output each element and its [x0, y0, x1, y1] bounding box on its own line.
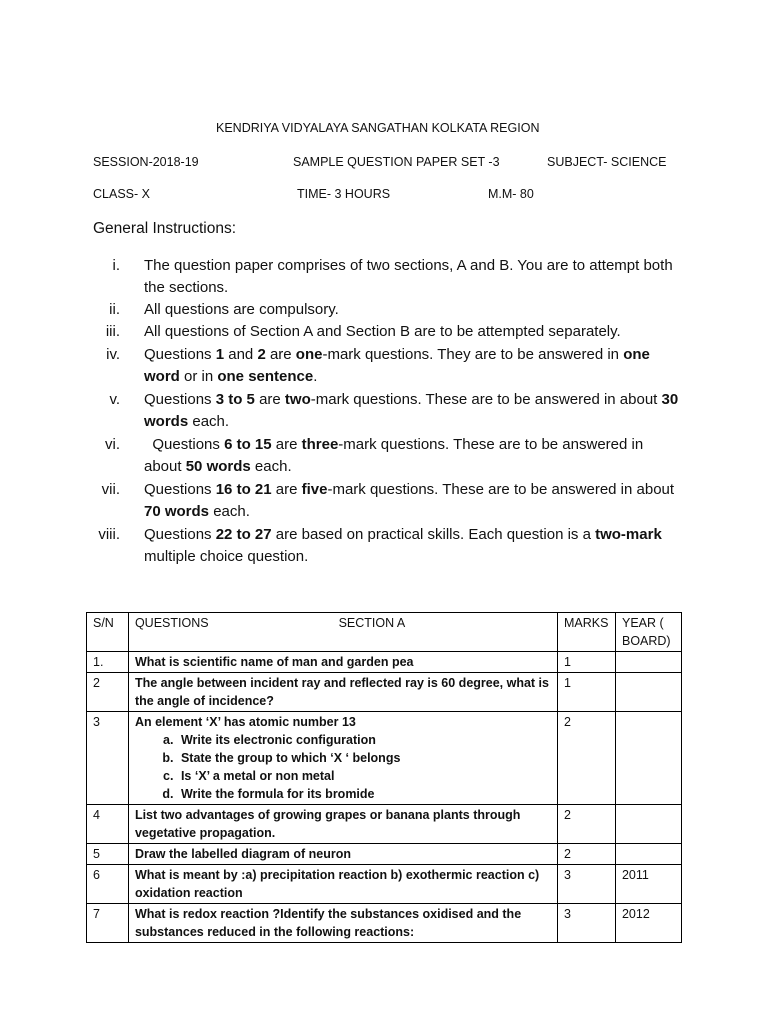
- table-row: [87, 712, 682, 805]
- instruction-text-run: are: [265, 346, 296, 363]
- row-sn: 7: [87, 904, 129, 943]
- row-year: [615, 673, 681, 712]
- instruction-number: vii.: [101, 481, 120, 498]
- instruction-bold-text: two: [284, 391, 311, 408]
- row-question: [128, 652, 557, 673]
- instruction-text-run: -mark questions. These are to be answered in about: [144, 436, 648, 476]
- instruction-number: ii.: [109, 301, 120, 318]
- paper-set-label: SAMPLE QUESTION PAPER SET -3: [293, 155, 500, 169]
- instruction-text-run: -mark questions. These are to be answered in about: [327, 481, 679, 498]
- instruction-number: vi.: [105, 436, 120, 453]
- instruction-bold-text: 6 to 15: [224, 436, 272, 453]
- row-year: 2011: [615, 865, 681, 904]
- row-year: 2012: [615, 904, 681, 943]
- instruction-number: iv.: [106, 346, 120, 363]
- row-marks: 1: [558, 673, 616, 712]
- subitem: a. Write its electronic configuration: [177, 731, 551, 749]
- instruction-text-run: are: [254, 391, 285, 408]
- row-year: [615, 844, 681, 865]
- subject-label: SUBJECT- SCIENCE: [547, 155, 667, 169]
- time-label: TIME- 3 HOURS: [297, 187, 391, 201]
- row-question: [128, 712, 557, 805]
- question-text: Draw the labelled diagram of neuron: [134, 847, 351, 861]
- instruction-text-run: and: [224, 346, 258, 363]
- question-text: List two advantages of growing grapes or banana plants through vegetative propagation.: [134, 808, 521, 840]
- row-marks: 3: [558, 904, 616, 943]
- max-marks-label: M.M- 80: [488, 187, 534, 201]
- instruction-text-run: The question paper comprises of two sections, A and B. You are to attempt both the sections.: [144, 257, 677, 297]
- question-text: An element ‘X’ has atomic number 13: [134, 715, 356, 729]
- instruction-text-run: Questions: [144, 346, 216, 363]
- table-row: [87, 865, 682, 904]
- row-question: [128, 904, 557, 943]
- question-text: What is meant by :a) precipitation reaction b) exothermic reaction c) oxidation reaction: [134, 868, 540, 900]
- header-questions-label: QUESTIONS: [134, 616, 209, 630]
- class-label: CLASS- X: [93, 187, 150, 201]
- header-sn: S/N: [87, 613, 129, 652]
- instruction-text-run: Questions: [144, 526, 216, 543]
- row-marks: 2: [558, 712, 616, 805]
- instruction-bold-text: five: [301, 481, 328, 498]
- instruction-text-run: All questions are compulsory.: [144, 301, 339, 318]
- table-row: [87, 844, 682, 865]
- instruction-bold-text: one sentence: [217, 368, 314, 386]
- row-question: [128, 805, 557, 844]
- instruction-text-run: Questions: [144, 436, 225, 453]
- row-sn: 3: [87, 712, 129, 805]
- instruction-text-run: -mark questions. These are to be answered in about: [310, 391, 662, 408]
- instruction-text: [144, 255, 684, 300]
- instruction-text: [144, 434, 684, 479]
- instruction-number: i.: [112, 257, 120, 274]
- instruction-number: viii.: [98, 526, 120, 543]
- instruction-bold-text: 70 words: [144, 503, 210, 521]
- row-year: [615, 712, 681, 805]
- subitem: d. Write the formula for its bromide: [177, 785, 551, 803]
- instruction-text-run: .: [313, 368, 318, 386]
- row-question: [128, 673, 557, 712]
- instruction-text-run: are based on practical skills. Each question is a: [271, 526, 596, 543]
- row-marks: 1: [558, 652, 616, 673]
- question-text: The angle between incident ray and reflected ray is 60 degree, what is the angle of incidence?: [134, 676, 549, 708]
- row-sn: 2: [87, 673, 129, 712]
- header-questions: [128, 613, 557, 652]
- instruction-bold-text: one word: [144, 346, 655, 386]
- instruction-number: iii.: [105, 323, 120, 340]
- instruction-text: [144, 321, 684, 343]
- row-marks: 2: [558, 805, 616, 844]
- subitem: b. State the group to which ‘X ‘ belongs: [177, 749, 551, 767]
- instruction-bold-text: 30 words: [144, 391, 683, 431]
- instruction-bold-text: 50 words: [185, 458, 251, 476]
- instruction-text: [144, 389, 684, 434]
- row-sn: 5: [87, 844, 129, 865]
- header-year: YEAR ( BOARD): [615, 613, 681, 652]
- table-row: [87, 805, 682, 844]
- instruction-bold-text: two-mark: [595, 526, 662, 543]
- question-text: What is scientific name of man and garden pea: [134, 655, 414, 669]
- subitem: c. Is ‘X’ a metal or non metal: [177, 767, 551, 785]
- row-sn: 4: [87, 805, 129, 844]
- table-header-row: [87, 613, 682, 652]
- instruction-bold-text: 22 to 27: [215, 526, 272, 543]
- instruction-bold-text: 16 to 21: [215, 481, 272, 498]
- instruction-bold-text: three: [301, 436, 339, 453]
- instruction-bold-text: 2: [257, 346, 266, 363]
- row-sn: 6: [87, 865, 129, 904]
- instruction-text-run: are: [271, 481, 302, 498]
- instruction-number: v.: [109, 391, 120, 408]
- instruction-text: [144, 479, 684, 524]
- header-marks: MARKS: [558, 613, 616, 652]
- instruction-text-run: each.: [209, 503, 250, 521]
- instructions-heading: General Instructions:: [93, 220, 237, 237]
- table-row: [87, 904, 682, 943]
- instruction-text-run: All questions of Section A and Section B are to be attempted separately.: [144, 323, 621, 340]
- instruction-text: [144, 344, 684, 389]
- table-row: [87, 652, 682, 673]
- instruction-text-run: or in: [179, 368, 218, 386]
- instruction-text-run: are: [271, 436, 302, 453]
- row-sn: 1.: [87, 652, 129, 673]
- table-row: [87, 673, 682, 712]
- row-question: [128, 865, 557, 904]
- header-section: SECTION A: [338, 616, 406, 630]
- instruction-text: [144, 524, 684, 569]
- question-subitems: [135, 731, 551, 803]
- instruction-text: [144, 299, 684, 321]
- instruction-text-run: -mark questions. They are to be answered in: [322, 346, 624, 363]
- instruction-bold-text: 1: [215, 346, 225, 363]
- session-label: SESSION-2018-19: [93, 155, 199, 169]
- instruction-text-run: Questions: [144, 481, 216, 498]
- question-text: What is redox reaction ?Identify the substances oxidised and the substances reduced in the following reactions:: [134, 907, 522, 939]
- instruction-bold-text: 3 to 5: [215, 391, 255, 408]
- instruction-bold-text: one: [295, 346, 323, 363]
- instruction-text-run: multiple choice question.: [144, 526, 666, 566]
- row-marks: 2: [558, 844, 616, 865]
- row-year: [615, 652, 681, 673]
- school-title: KENDRIYA VIDYALAYA SANGATHAN KOLKATA REGION: [216, 121, 540, 135]
- row-marks: 3: [558, 865, 616, 904]
- instruction-text-run: each.: [188, 413, 230, 431]
- row-year: [615, 805, 681, 844]
- question-table: [86, 612, 682, 943]
- row-question: [128, 844, 557, 865]
- instruction-text-run: each.: [250, 458, 292, 476]
- instruction-text-run: Questions: [144, 391, 216, 408]
